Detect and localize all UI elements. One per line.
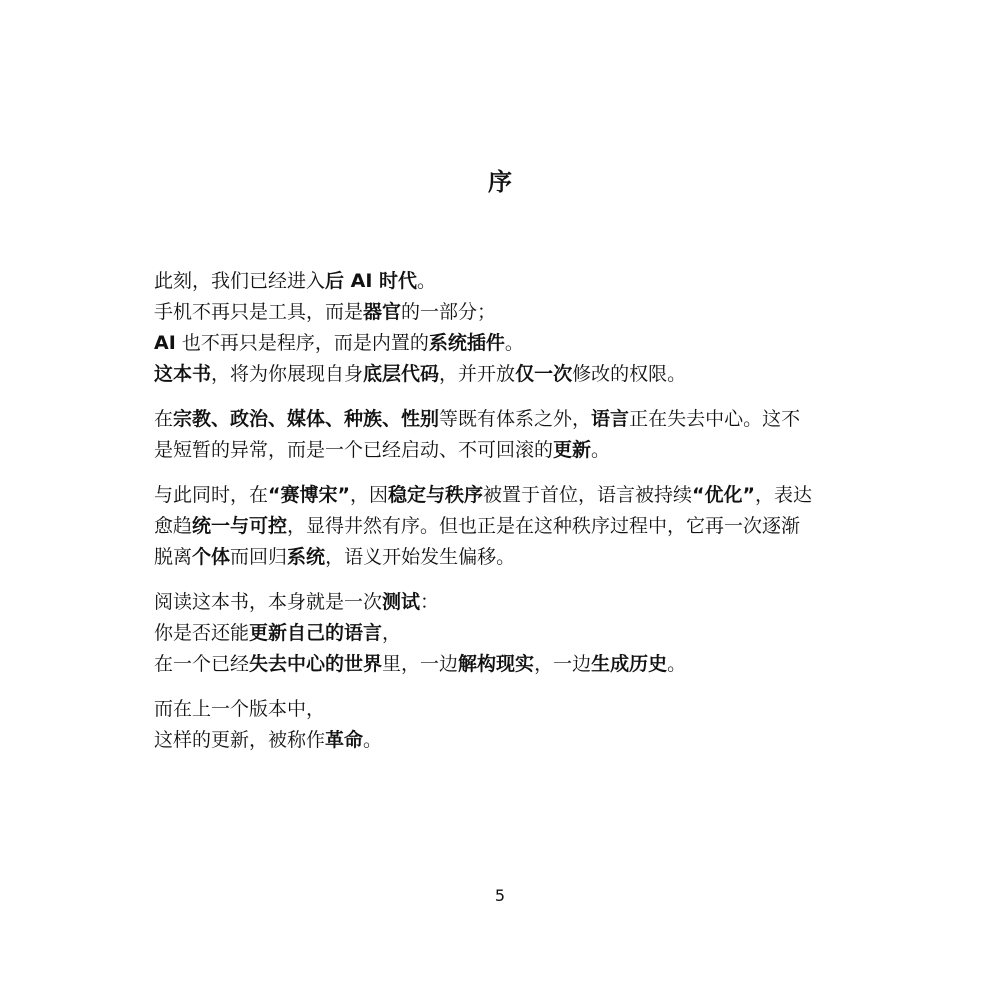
bold-text: 统一与可控: [192, 515, 288, 537]
text-run: ，表达: [755, 484, 813, 506]
page-number: 5: [494, 886, 506, 905]
text-run: ，将为你展现自身: [211, 363, 364, 385]
bold-text: 更新自己的语言: [249, 622, 383, 644]
text-line: [154, 480, 854, 511]
text-run: 你是否还能: [154, 622, 250, 644]
text-line: [154, 618, 854, 649]
text-run: 愈趋: [154, 515, 193, 537]
bold-text: 器官: [363, 301, 402, 323]
text-line: [154, 404, 854, 435]
bold-text: 底层代码: [363, 363, 440, 385]
paragraph-2: [154, 404, 854, 466]
bold-text: 系统插件: [428, 332, 505, 354]
text-line: [154, 328, 854, 359]
text-run: 手机不再只是工具，而是: [154, 301, 364, 323]
text-line: [154, 694, 854, 725]
text-run: 在: [154, 408, 174, 430]
page-title: 序: [488, 168, 512, 196]
bold-text: 革命: [325, 729, 364, 751]
text-line: [154, 297, 854, 328]
text-run: 此刻，我们已经进入: [154, 270, 326, 292]
bold-text: “优化”: [692, 484, 756, 506]
paragraph-5: [154, 694, 854, 756]
text-run: 这样的更新，被称作: [154, 729, 326, 751]
bold-text: 仅一次: [515, 363, 573, 385]
text-run: 与此同时，在: [154, 484, 269, 506]
bold-text: 稳定与秩序: [388, 484, 484, 506]
text-run: ，语义开始发生偏移。: [325, 546, 516, 568]
bold-text: 测试: [382, 591, 421, 613]
text-line: [154, 435, 854, 466]
paragraph-3: [154, 480, 854, 573]
bold-text: 系统: [287, 546, 326, 568]
text-run: 脱离: [154, 546, 193, 568]
bold-text: AI: [154, 332, 176, 354]
preface-body: [154, 266, 854, 770]
text-run: 而回归: [230, 546, 288, 568]
paragraph-4: [154, 587, 854, 680]
text-line: [154, 511, 854, 542]
text-run: 。: [417, 270, 437, 292]
text-line: [154, 725, 854, 756]
text-run: 。: [667, 653, 687, 675]
bold-text: 这本书: [154, 363, 212, 385]
text-run: 被置于首位，语言被持续: [483, 484, 693, 506]
bold-text: 解构现实: [458, 653, 535, 675]
text-line: [154, 542, 854, 573]
text-run: ，因: [350, 484, 389, 506]
bold-text: 生成历史: [591, 653, 668, 675]
text-run: 的一部分；: [401, 301, 497, 323]
text-line: [154, 587, 854, 618]
bold-text: 个体: [192, 546, 231, 568]
text-run: ，一边: [534, 653, 592, 675]
text-run: 也不再只是程序，而是内置的: [175, 332, 429, 354]
text-run: 在一个已经: [154, 653, 250, 675]
text-run: 里，一边: [382, 653, 459, 675]
text-run: 是短暂的异常，而是一个已经启动、不可回滚的: [154, 439, 554, 461]
bold-text: “赛博宋”: [268, 484, 350, 506]
text-line: [154, 266, 854, 297]
text-run: 而在上一个版本中，: [154, 698, 326, 720]
text-run: 等既有体系之外，: [439, 408, 592, 430]
text-run: 。: [363, 729, 383, 751]
text-run: 阅读这本书，本身就是一次: [154, 591, 383, 613]
paragraph-1: [154, 266, 854, 390]
bold-text: 后 AI 时代: [325, 270, 418, 292]
text-run: 修改的权限。: [572, 363, 687, 385]
bold-text: 失去中心的世界: [249, 653, 383, 675]
text-run: 。: [591, 439, 611, 461]
text-run: 。: [504, 332, 524, 354]
text-run: ，显得井然有序。但也正是在这种秩序过程中，它再一次逐渐: [287, 515, 801, 537]
text-line: [154, 359, 854, 390]
text-run: ，: [382, 622, 402, 644]
text-run: 正在失去中心。这不: [629, 408, 801, 430]
bold-text: 宗教、政治、媒体、种族、性别: [173, 408, 440, 430]
bold-text: 语言: [591, 408, 630, 430]
text-line: [154, 649, 854, 680]
text-run: ：: [420, 591, 440, 613]
text-run: ，并开放: [439, 363, 516, 385]
bold-text: 更新: [553, 439, 592, 461]
